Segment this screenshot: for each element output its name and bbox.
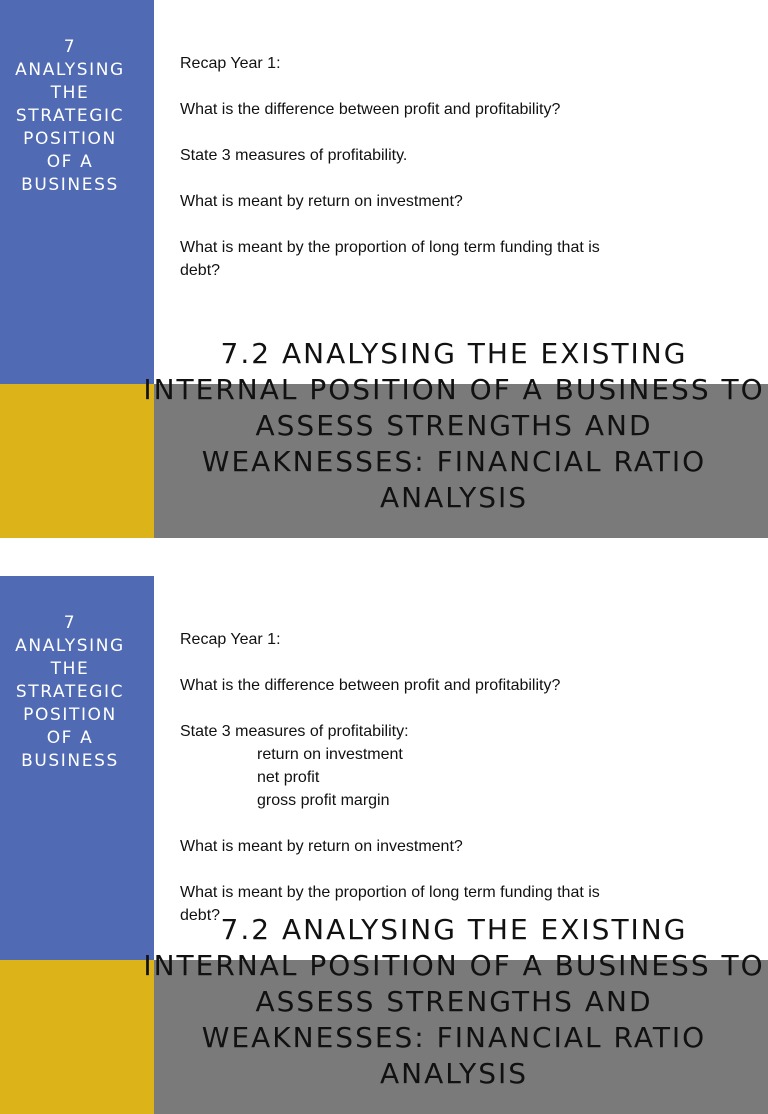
sidebar-title-line: 7 bbox=[63, 613, 77, 633]
sidebar-title bbox=[0, 612, 140, 773]
body-line bbox=[180, 651, 680, 674]
sidebar-title-line: STRATEGIC bbox=[15, 106, 125, 126]
body-line-indented: net profit bbox=[257, 769, 320, 786]
body-line: State 3 measures of profitability. bbox=[180, 147, 408, 164]
sidebar-title-line: BUSINESS bbox=[21, 751, 119, 771]
body-line: What is the difference between profit and profitability? bbox=[180, 677, 561, 694]
body-line: What is the difference between profit and profitability? bbox=[180, 101, 561, 118]
sidebar-title-line: POSITION bbox=[23, 129, 117, 149]
body-line-indented: gross profit margin bbox=[257, 792, 390, 809]
sidebar-yellow-panel bbox=[0, 960, 154, 1114]
recap-questions bbox=[180, 628, 680, 927]
sidebar-title-line: THE bbox=[50, 83, 90, 103]
body-line: What is meant by the proportion of long term funding that is bbox=[180, 884, 600, 901]
body-line: Recap Year 1: bbox=[180, 631, 281, 648]
sidebar-title bbox=[0, 36, 140, 197]
sidebar-title-line: 7 bbox=[63, 37, 77, 57]
sidebar-title-line: THE bbox=[50, 659, 90, 679]
body-line: debt? bbox=[180, 262, 221, 279]
sidebar-title-line: BUSINESS bbox=[21, 175, 119, 195]
sidebar-title-line: ANALYSING bbox=[15, 636, 125, 656]
sidebar-title-line: ANALYSING bbox=[15, 60, 125, 80]
body-line: What is meant by the proportion of long term funding that is bbox=[180, 239, 600, 256]
sidebar-title-line: OF A bbox=[46, 152, 94, 172]
sidebar-yellow-panel bbox=[0, 384, 154, 538]
body-line: State 3 measures of profitability: bbox=[180, 723, 409, 740]
sidebar-blue-panel bbox=[0, 0, 154, 384]
body-line: What is meant by return on investment? bbox=[180, 838, 463, 855]
sidebar-blue-panel bbox=[0, 576, 154, 960]
body-line bbox=[180, 75, 680, 98]
body-line-indented: return on investment bbox=[257, 746, 403, 763]
sidebar-title-line: POSITION bbox=[23, 705, 117, 725]
body-line bbox=[180, 213, 680, 236]
slide-title: 7.2 ANALYSING THE EXISTING INTERNAL POSITION OF A BUSINESS TO ASSESS STRENGTHS AND WEAKNESSES: FINANCIAL RATIO ANALYSIS bbox=[143, 913, 765, 1090]
sidebar-title-line: STRATEGIC bbox=[15, 682, 125, 702]
body-line: debt? bbox=[180, 907, 221, 924]
body-line bbox=[180, 121, 680, 144]
recap-questions bbox=[180, 52, 680, 282]
body-line bbox=[180, 858, 680, 881]
sidebar-title-line: OF A bbox=[46, 728, 94, 748]
body-line bbox=[180, 167, 680, 190]
body-line: What is meant by return on investment? bbox=[180, 193, 463, 210]
slide-title: 7.2 ANALYSING THE EXISTING INTERNAL POSITION OF A BUSINESS TO ASSESS STRENGTHS AND WEAKNESSES: FINANCIAL RATIO ANALYSIS bbox=[143, 337, 765, 514]
slide-1 bbox=[0, 0, 768, 538]
body-line: Recap Year 1: bbox=[180, 55, 281, 72]
body-line bbox=[180, 812, 680, 835]
body-line bbox=[180, 697, 680, 720]
slide-2 bbox=[0, 576, 768, 1114]
